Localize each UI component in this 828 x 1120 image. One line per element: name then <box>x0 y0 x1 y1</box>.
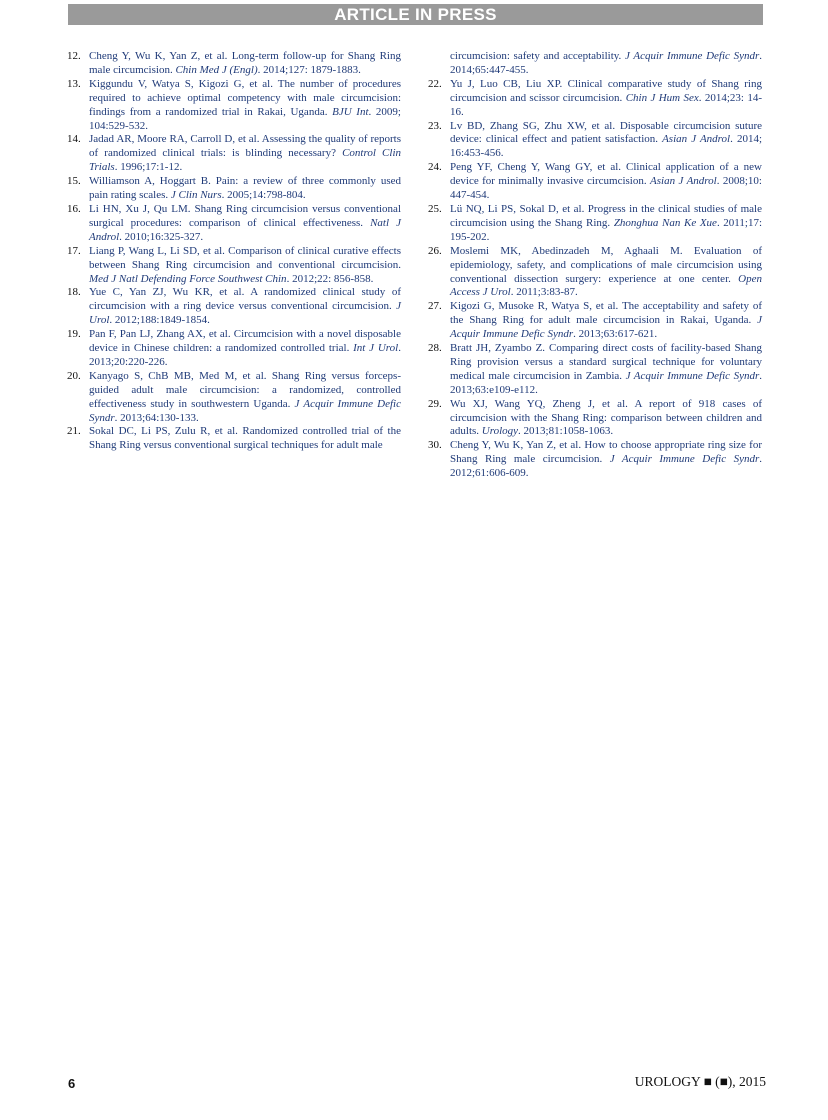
reference-text <box>450 203 762 245</box>
reference-journal: J Urol <box>89 300 401 327</box>
reference-journal: J Clin Nurs <box>170 189 222 202</box>
reference-text <box>89 370 401 426</box>
reference-body: Jadad AR, Moore RA, Carroll D, et al. Assessing the quality of reports of randomized clinical trials: is blinding necessary? <box>89 133 401 160</box>
reference-body: Kigozi G, Musoke R, Watya S, et al. The acceptability and safety of the Shang Ring for adult male circumcision in Rakai, Uganda. <box>450 300 762 327</box>
reference-number: 21. <box>67 425 81 438</box>
reference-item <box>67 133 401 175</box>
reference-text <box>450 398 762 440</box>
reference-item <box>67 286 401 328</box>
reference-text <box>450 120 762 162</box>
references-left-column <box>67 50 401 453</box>
reference-journal: Natl J Androl <box>89 216 401 243</box>
reference-journal: J Acquir Immune Defic Syndr <box>624 50 760 62</box>
reference-body: Li HN, Xu J, Qu LM. Shang Ring circumcision versus conventional surgical procedures: comparison of clinical effectiveness. <box>89 202 401 229</box>
reference-number: 23. <box>428 119 442 132</box>
reference-journal: Int J Urol <box>353 342 399 355</box>
reference-body: Yu J, Luo CB, Liu XP. Clinical comparative study of Shang ring circumcision and scissor circumcision. <box>450 77 762 104</box>
reference-number: 19. <box>67 328 81 341</box>
reference-citation: . 2013;64:130-133. <box>114 411 199 424</box>
reference-journal: BJU Int <box>332 105 369 118</box>
reference-number: 30. <box>428 439 442 452</box>
reference-body: Peng YF, Cheng Y, Wang GY, et al. Clinical application of a new device for minimally invasive circumcision. <box>450 161 762 188</box>
reference-citation: . 2009; 104:529-532. <box>89 105 401 132</box>
reference-citation: . 2005;14:798-804. <box>221 189 306 202</box>
reference-journal: Control Clin Trials <box>89 147 401 174</box>
reference-citation: . 2013;20:220-226. <box>89 342 401 368</box>
reference-text <box>428 50 762 78</box>
reference-number: 17. <box>67 244 81 257</box>
reference-body: Sokal DC, Li PS, Zulu R, et al. Randomized controlled trial of the Shang Ring versus conventional surgical techniques for adult male <box>89 425 401 452</box>
reference-number: 27. <box>428 300 442 313</box>
reference-text <box>450 342 762 398</box>
reference-item <box>67 245 401 287</box>
reference-citation: . 1996;17:1-12. <box>114 161 183 174</box>
reference-journal: Asian J Androl <box>650 175 717 188</box>
reference-body: Bratt JH, Zyambo Z. Comparing direct costs of facility-based Shang Ring provision versus a standard surgical technique for voluntary medical male circumcision in Zambia. <box>450 342 762 382</box>
reference-item <box>67 370 401 426</box>
reference-citation: . 2010;16:325-327. <box>119 230 204 243</box>
reference-item <box>428 161 762 203</box>
reference-item <box>67 203 401 245</box>
reference-body: circumcision: safety and acceptability. <box>450 50 625 62</box>
reference-body: Moslemi MK, Abedinzadeh M, Aghaali M. Evaluation of epidemiology, safety, and complications of male circumcision using conventional dissection surgery: experience at one center. <box>450 244 762 285</box>
reference-number: 16. <box>67 202 81 215</box>
reference-item <box>428 50 762 78</box>
reference-journal: Asian J Androl <box>662 133 731 146</box>
reference-body: Cheng Y, Wu K, Yan Z, et al. Long-term follow-up for Shang Ring male circumcision. <box>89 50 401 76</box>
reference-item <box>67 425 401 453</box>
reference-body: Liang P, Wang L, Li SD, et al. Comparison of clinical curative effects between Shang Ring circumcision and conventional circumcision. <box>89 244 401 271</box>
reference-text <box>89 328 401 370</box>
reference-number: 20. <box>67 369 81 382</box>
reference-journal: Urology <box>481 425 519 438</box>
reference-body: Yue C, Yan ZJ, Wu KR, et al. A randomized clinical study of circumcision with a ring device versus conventional circumcision. <box>89 286 401 313</box>
reference-number: 29. <box>428 397 442 410</box>
reference-text <box>450 245 762 301</box>
reference-item <box>428 300 762 342</box>
reference-number: 12. <box>67 50 81 62</box>
reference-citation: . 2013;63:e109-e112. <box>450 369 762 396</box>
reference-text <box>89 245 401 287</box>
reference-item <box>428 245 762 301</box>
reference-body: Kanyago S, ChB MB, Med M, et al. Shang Ring versus forceps-guided adult male circumcision: a randomized, controlled effectiveness study in southwestern Uganda. <box>89 369 401 410</box>
reference-number: 24. <box>428 161 442 174</box>
reference-item <box>428 203 762 245</box>
reference-item <box>67 50 401 78</box>
reference-text <box>450 439 762 481</box>
reference-item <box>428 439 762 481</box>
reference-citation: . 2011;3:83-87. <box>510 286 578 299</box>
reference-item <box>67 175 401 203</box>
reference-body: Kiggundu V, Watya S, Kigozi G, et al. The number of procedures required to achieve optimal competency with male circumcision: findings from a randomized trial in Rakai, Uganda. <box>89 77 401 118</box>
reference-number: 22. <box>428 77 442 90</box>
reference-journal: Chin Med J (Engl) <box>175 63 258 76</box>
reference-journal: Open Access J Urol <box>450 272 762 299</box>
reference-text <box>450 161 762 203</box>
reference-number: 14. <box>67 133 81 146</box>
reference-body: Williamson A, Hoggart B. Pain: a review of three commonly used pain rating scales. <box>89 175 401 202</box>
reference-citation: . 2008;10: 447-454. <box>450 175 762 202</box>
reference-item <box>428 398 762 440</box>
reference-number: 13. <box>67 77 81 90</box>
reference-item <box>428 78 762 120</box>
reference-citation: . 2012;61:606-609. <box>450 453 762 480</box>
reference-text <box>89 286 401 328</box>
reference-journal: J Acquir Immune Defic Syndr <box>625 369 760 382</box>
reference-citation: . 2014; 16:453-456. <box>450 133 763 160</box>
reference-journal: J Acquir Immune Defic Syndr <box>609 453 760 466</box>
reference-text <box>89 203 401 245</box>
reference-journal: J Acquir Immune Defic Syndr <box>89 397 401 424</box>
reference-number: 28. <box>428 342 442 355</box>
reference-body: Wu XJ, Wang YQ, Zheng J, et al. A report of 918 cases of circumcision with the Shang Ring: comparison between children and adults. <box>450 397 762 438</box>
reference-citation: . 2014;127: 1879-1883. <box>257 63 361 76</box>
reference-text <box>89 78 401 134</box>
reference-number: 15. <box>67 175 81 188</box>
reference-text <box>450 300 762 342</box>
page-number: 6 <box>68 1076 76 1091</box>
reference-citation: . 2014;65:447-455. <box>450 50 762 76</box>
reference-body: Lü NQ, Li PS, Sokal D, et al. Progress in the clinical studies of male circumcision using the Shang Ring. <box>450 202 762 229</box>
reference-item <box>428 342 762 398</box>
reference-citation: . 2011;17: 195-202. <box>450 216 763 243</box>
reference-journal: Med J Natl Defending Force Southwest Chin <box>89 272 287 285</box>
reference-item <box>67 78 401 134</box>
reference-journal: J Acquir Immune Defic Syndr <box>450 314 762 341</box>
reference-body: Lv BD, Zhang SG, Zhu XW, et al. Disposable circumcision suture device: clinical effect and patient satisfaction. <box>450 119 762 146</box>
reference-number: 25. <box>428 202 442 215</box>
reference-number: 26. <box>428 244 442 257</box>
reference-text <box>89 133 401 175</box>
reference-citation: . 2012;188:1849-1854. <box>109 314 210 327</box>
reference-citation: . 2013;81:1058-1063. <box>518 425 614 438</box>
reference-text <box>89 175 401 203</box>
reference-text <box>89 50 401 78</box>
reference-citation: . 2012;22: 856-858. <box>286 272 374 285</box>
reference-citation: . 2013;63:617-621. <box>573 328 658 341</box>
reference-number: 18. <box>67 286 81 299</box>
journal-footer: UROLOGY ■ (■), 2015 <box>634 1074 766 1089</box>
references-right-column <box>428 50 762 481</box>
reference-item <box>67 328 401 370</box>
reference-body: Cheng Y, Wu K, Yan Z, et al. How to choose appropriate ring size for Shang Ring male circumcision. <box>450 439 762 466</box>
reference-item <box>428 120 762 162</box>
reference-body: Pan F, Pan LJ, Zhang AX, et al. Circumcision with a novel disposable device in Chinese children: a randomized controlled trial. <box>89 328 401 355</box>
reference-text <box>89 425 401 453</box>
reference-text <box>450 78 762 120</box>
article-in-press-banner: ARTICLE IN PRESS <box>68 4 763 25</box>
reference-journal: Zhonghua Nan Ke Xue <box>613 216 717 229</box>
reference-journal: Chin J Hum Sex <box>625 91 699 104</box>
reference-citation: . 2014;23: 14-16. <box>450 91 762 118</box>
